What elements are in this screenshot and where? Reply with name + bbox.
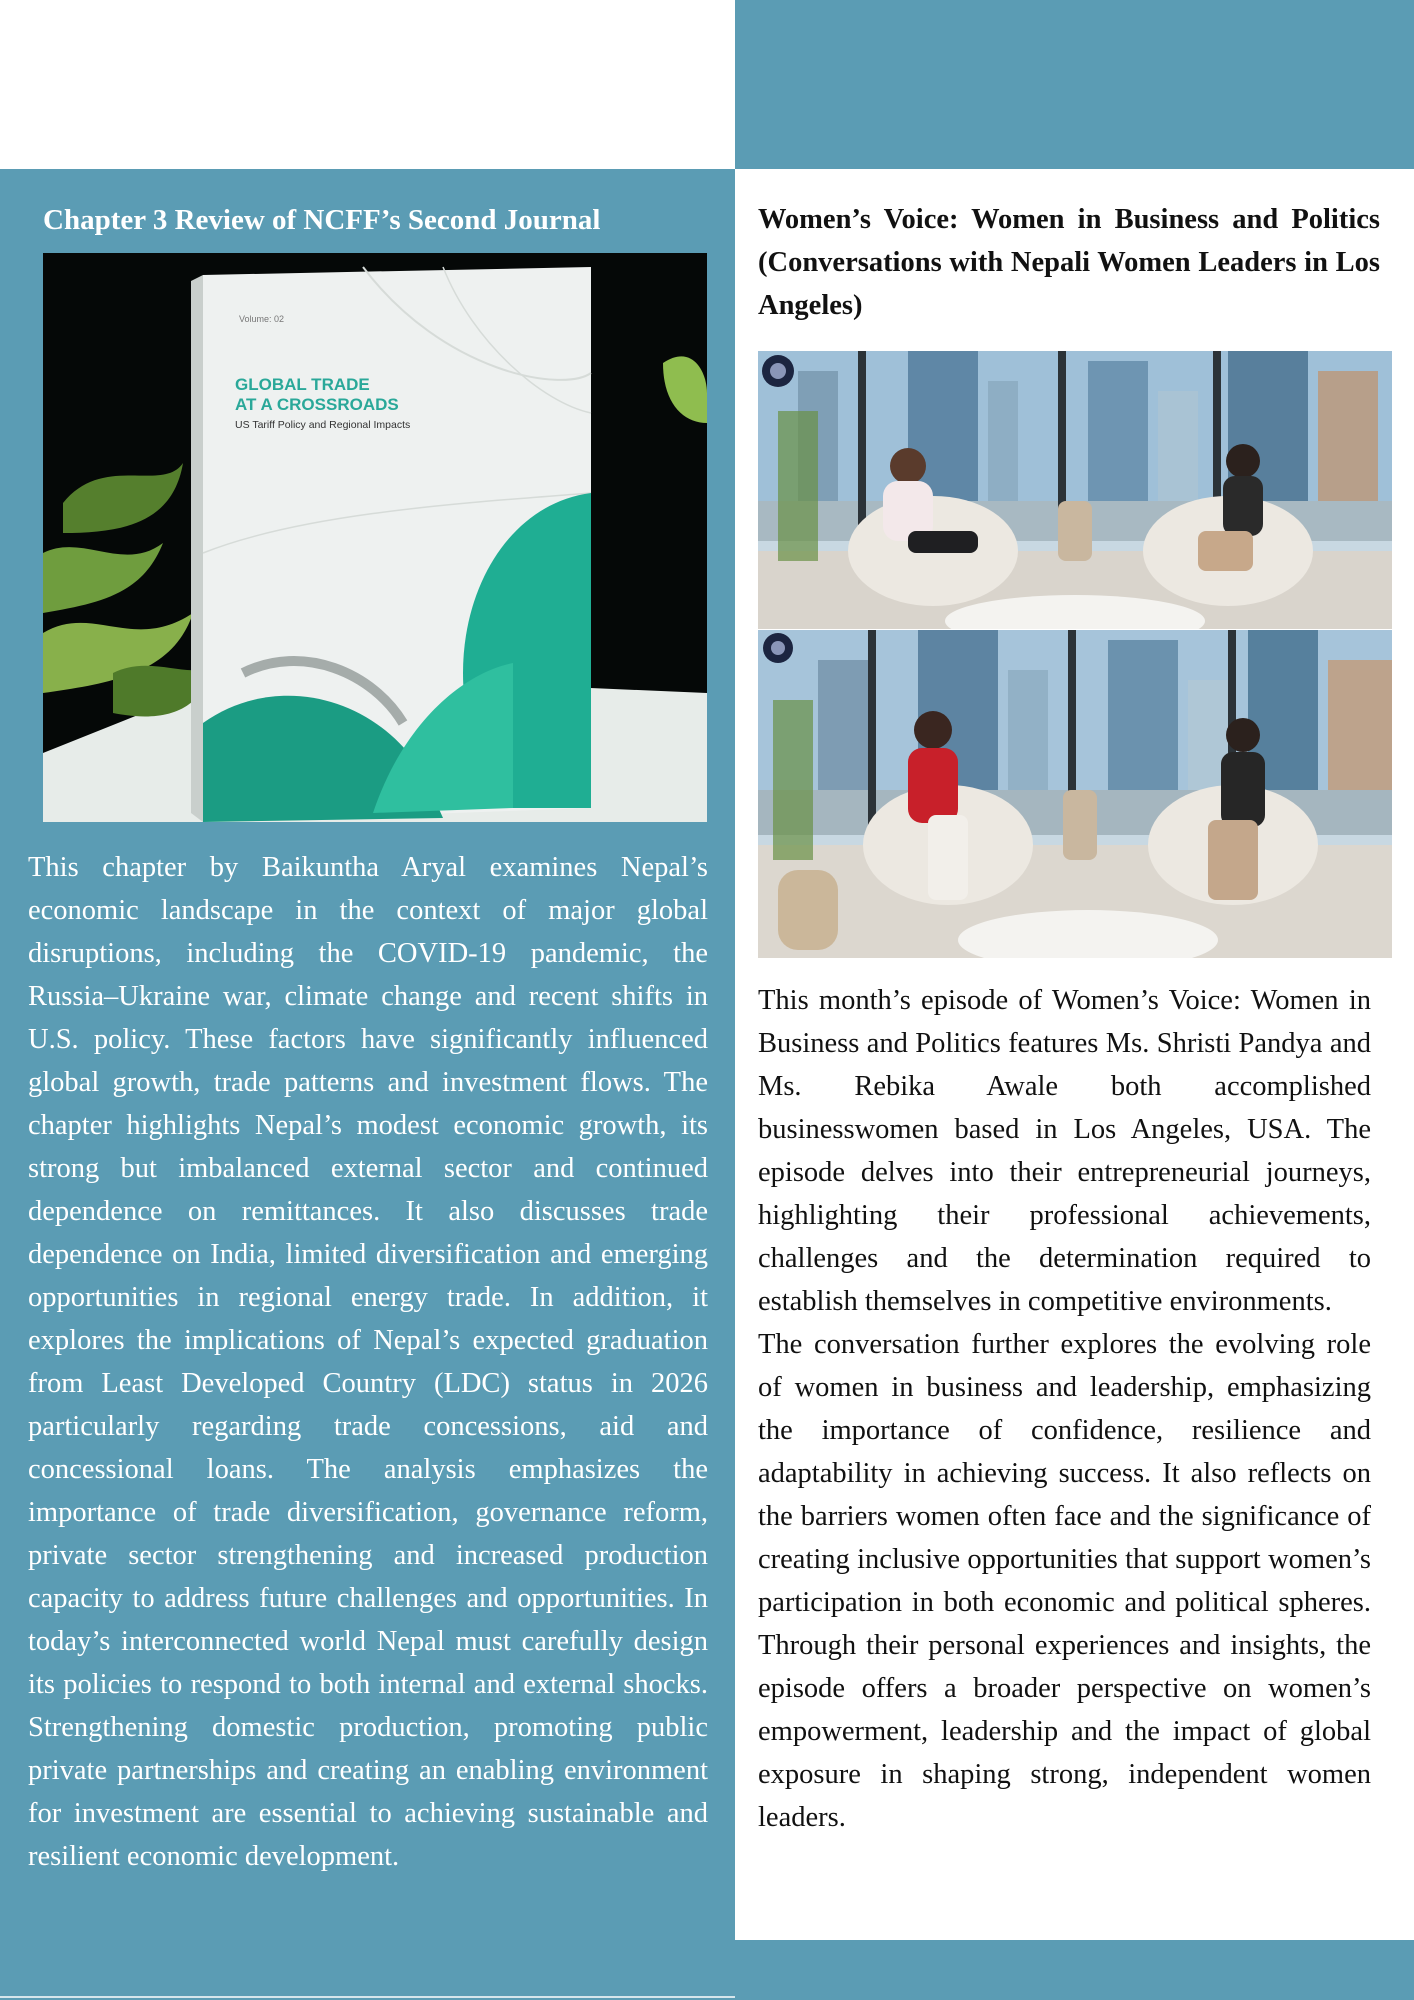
bottom-divider — [0, 1996, 735, 1998]
right-article-title: Women’s Voice: Women in Business and Politics (Conversations with Nepali Women Leaders in Los Angeles) — [758, 204, 1380, 321]
left-article-body: This chapter by Baikuntha Aryal examines Nepal’s economic landscape in the context of major global disruptions, including the COVID-19 pandemic, the Russia–Ukraine war, climate change and recent shifts in U.S. policy. These factors have significantly influenced global growth, trade patterns and investment flows. The chapter highlights Nepal’s modest economic growth, its strong but imbalanced external sector and continued dependence on remittances. It also discusses trade dependence on India, limited diversification and emerging opportunities in regional energy trade. In addition, it explores the implications of Nepal’s expected graduation from Least Developed Country (LDC) status in 2026 particularly regarding trade concessions, aid and concessional loans. The analysis emphasizes the importance of trade diversification, governance reform, private sector strengthening and increased production capacity to address future challenges and opportunities. In today’s interconnected world Nepal must carefully design its policies to respond to both internal and external shocks. Strengthening domestic production, promoting public private partnerships and creating an enabling environment for investment are essential to achieving sustainable and resilient economic development. — [28, 852, 708, 1872]
footer-color-band — [735, 1940, 1414, 2000]
header-color-band — [735, 0, 1414, 169]
journal-cover-illustration — [43, 253, 707, 822]
podcast-photo-1 — [758, 351, 1392, 629]
right-article-body — [758, 979, 1371, 1839]
podcast-photo-2 — [758, 630, 1392, 958]
cover-subtitle: US Tariff Policy and Regional Impacts — [235, 419, 411, 431]
right-body-paragraph-1: This month’s episode of Women’s Voice: Women in Business and Politics features Ms. Shristi Pandya and Ms. Rebika Awale both accomplished businesswomen based in Los Angeles, USA. The episode delves into their entrepreneurial journeys, highlighting their professional achievements, challenges and the determination required to establish themselves in competitive environments. — [758, 985, 1371, 1317]
studio-scene-1 — [758, 351, 1392, 629]
cover-volume-text: Volume: 02 — [239, 314, 285, 324]
cover-title-line1: GLOBAL TRADE — [235, 375, 370, 394]
left-article-title: Chapter 3 Review of NCFF’s Second Journal — [43, 204, 601, 236]
right-body-paragraph-2: The conversation further explores the evolving role of women in business and leadership, emphasizing the importance of confidence, resilience and adaptability in achieving success. It also reflects on the barriers women often face and the significance of creating inclusive opportunities that support women’s participation in both economic and political spheres. Through their personal experiences and insights, the episode offers a broader perspective on women’s empowerment, leadership and the impact of global exposure in shaping strong, independent women leaders. — [758, 1329, 1371, 1833]
studio-scene-2 — [758, 630, 1392, 958]
journal-cover-photo — [43, 253, 707, 822]
cover-title-line2: AT A CROSSROADS — [235, 395, 399, 414]
